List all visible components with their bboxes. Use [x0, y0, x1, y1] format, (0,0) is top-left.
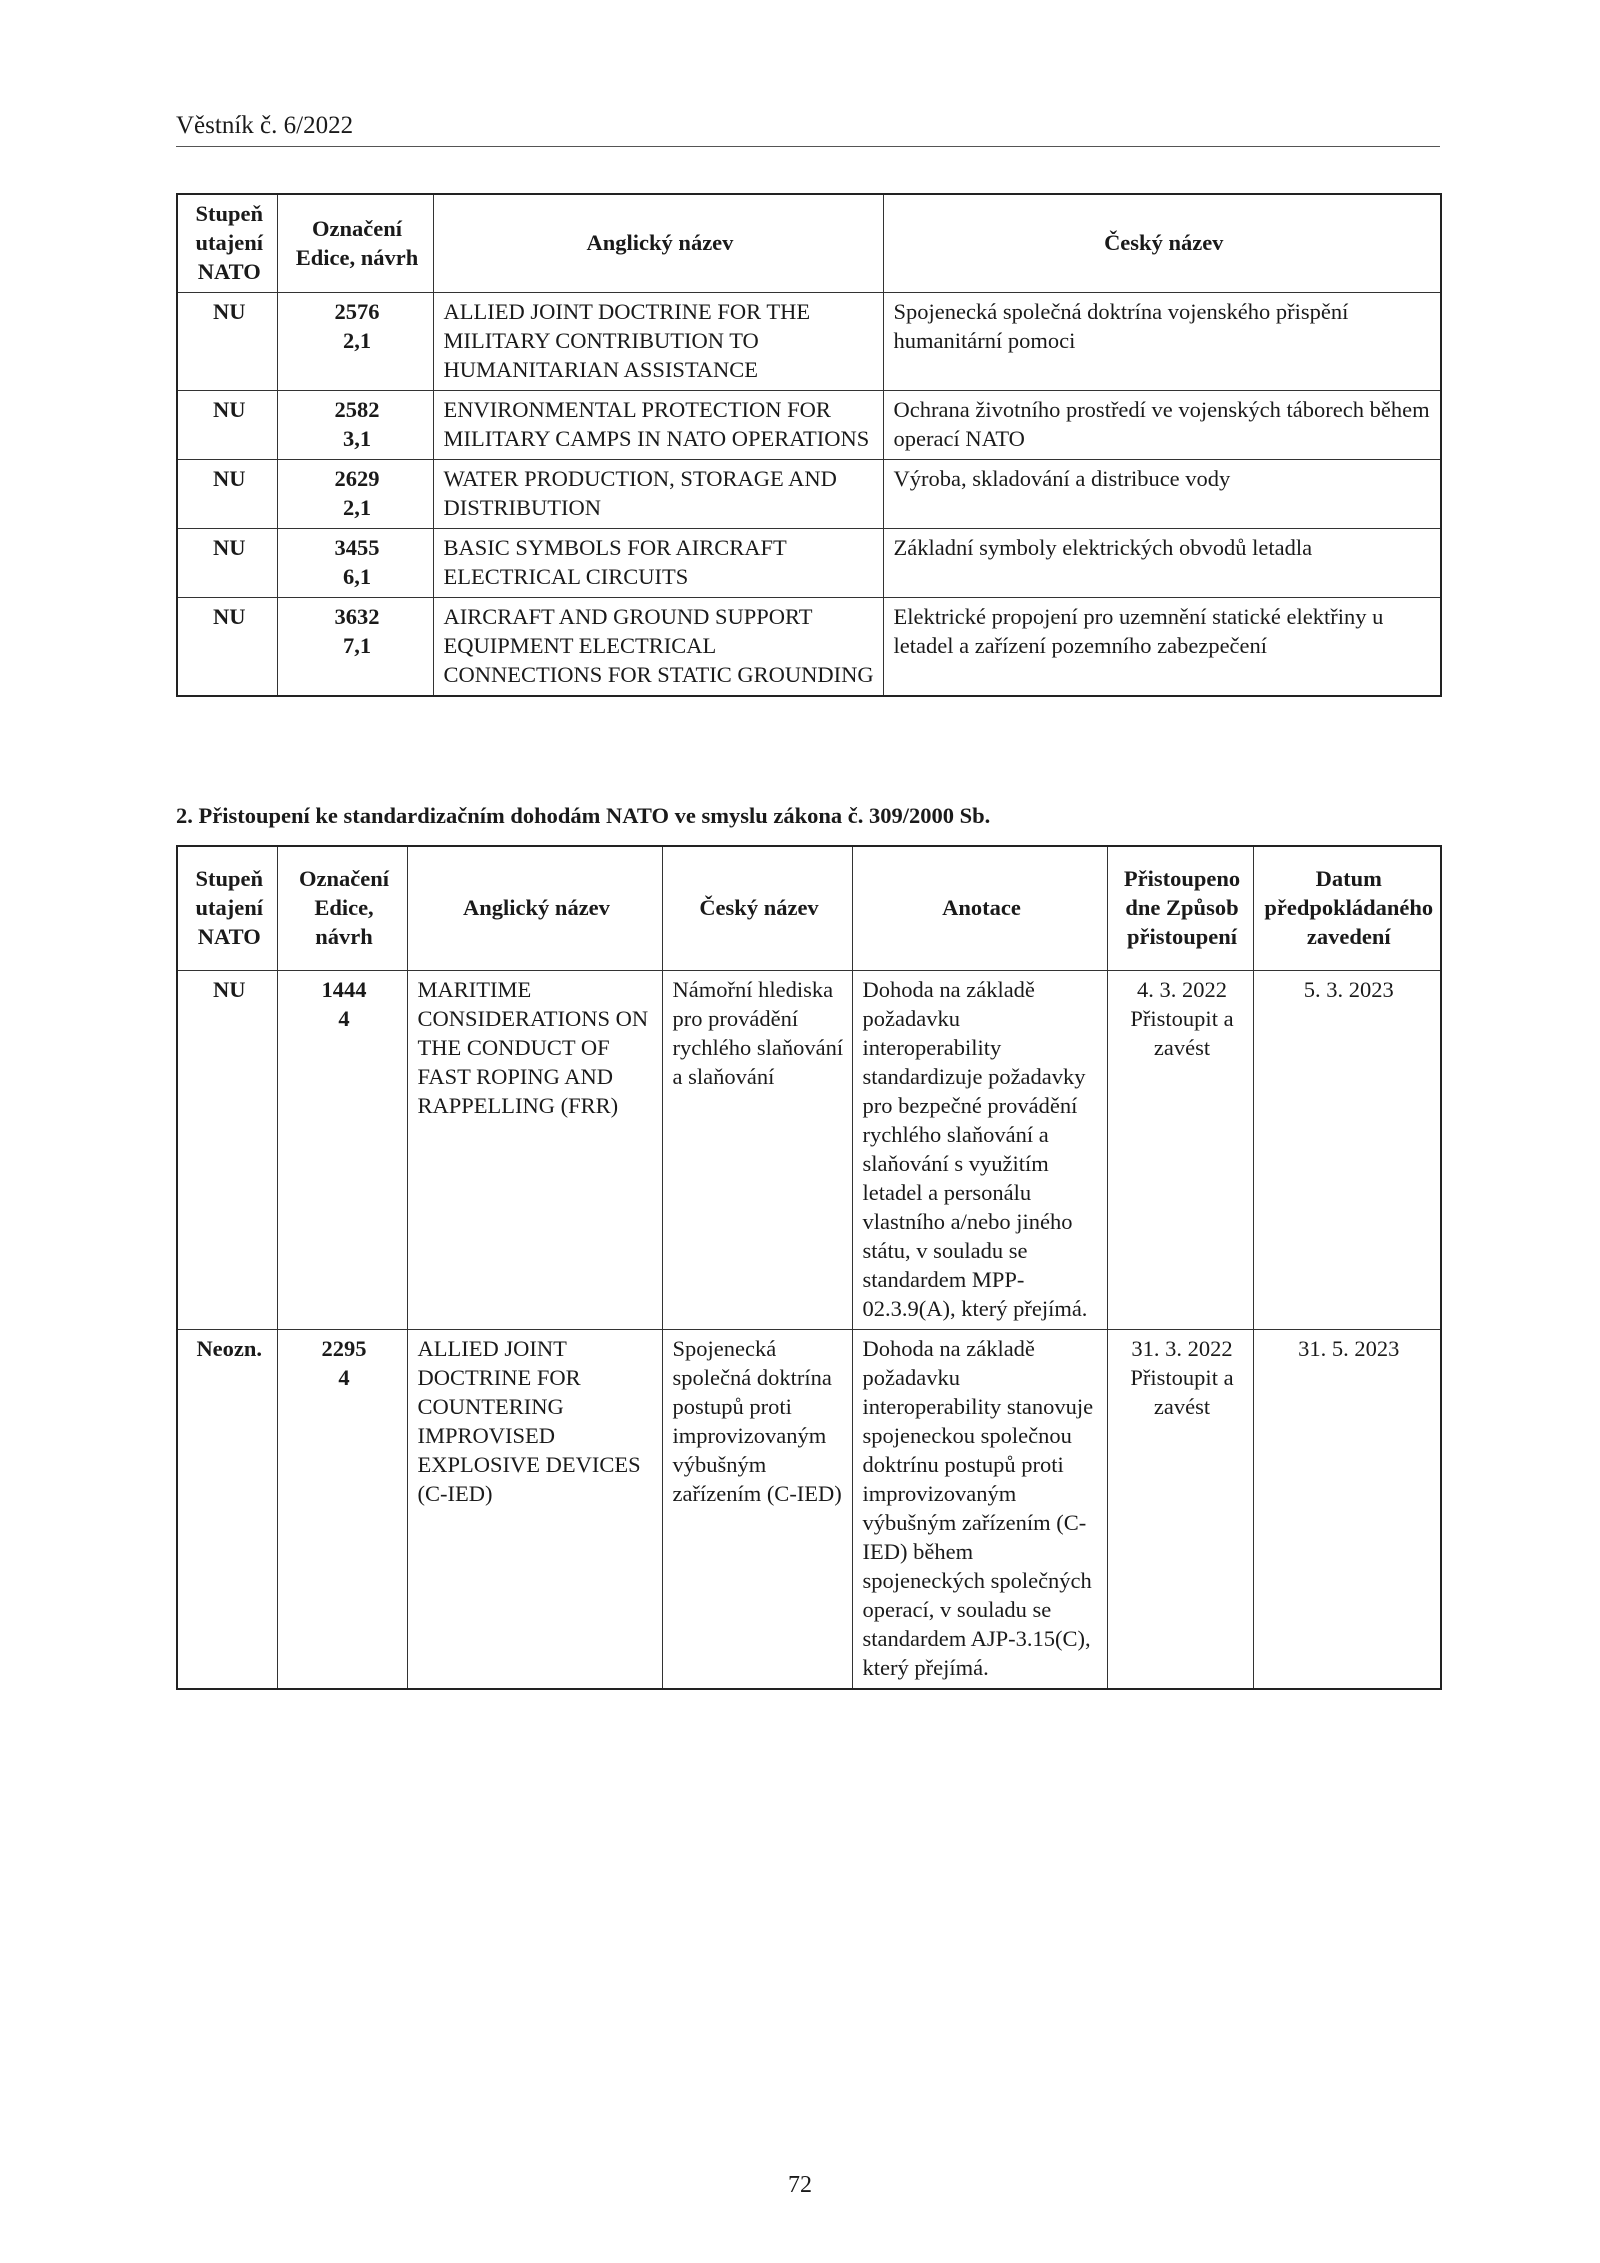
level-cell: Neozn.: [177, 1329, 277, 1689]
header-english: Anglický název: [433, 194, 883, 293]
table-row: [177, 598, 1441, 697]
accession-date: 31. 3. 2022: [1131, 1335, 1233, 1361]
czech-title-cell: Elektrické propojení pro uzemnění statické elektřiny u letadel a zařízení pozemního zabezpečení: [883, 598, 1441, 697]
header-number: Označení Edice, návrh: [277, 846, 407, 970]
number-cell: [277, 598, 433, 697]
standard-number: 2295: [321, 1335, 367, 1361]
table-header-row: [177, 194, 1441, 293]
table-row: [177, 970, 1441, 1329]
table-row: [177, 391, 1441, 460]
number-cell: [277, 970, 407, 1329]
accession-mode: Přistoupit a zavést: [1130, 1005, 1234, 1060]
accession-mode: Přistoupit a zavést: [1130, 1364, 1234, 1419]
annotation-cell: Dohoda na základě požadavku interoperability standardizuje požadavky pro bezpečné provádění rychlého slaňování a slaňování s využitím letadel a personálu vlastního a/nebo jiného státu, v souladu se standardem MPP-02.3.9(A), který přejímá.: [852, 970, 1107, 1329]
level-cell: NU: [177, 598, 277, 697]
standard-number: 3455: [334, 535, 380, 560]
implementation-date-cell: 31. 5. 2023: [1253, 1329, 1441, 1689]
english-title-cell: BASIC SYMBOLS FOR AIRCRAFT ELECTRICAL CIRCUITS: [433, 529, 883, 598]
edition: 6,1: [342, 564, 372, 589]
table-row: [177, 460, 1441, 529]
edition: 4: [338, 1005, 350, 1031]
level-cell: NU: [177, 391, 277, 460]
edition: 3,1: [342, 426, 372, 451]
page-header: Věstník č. 6/2022: [176, 112, 1440, 147]
header-czech: Český název: [662, 846, 852, 970]
standard-number: 3632: [334, 604, 380, 629]
level-cell: NU: [177, 293, 277, 391]
header-level: Stupeň utajení NATO: [177, 194, 277, 293]
standard-number: 2629: [334, 466, 380, 491]
standards-table-2: [176, 845, 1442, 1690]
standard-number: 2576: [334, 299, 380, 324]
czech-title-cell: Spojenecká společná doktrína vojenského přispění humanitární pomoci: [883, 293, 1441, 391]
number-cell: [277, 529, 433, 598]
number-cell: [277, 460, 433, 529]
section-title: 2. Přistoupení ke standardizačním dohodám NATO ve smyslu zákona č. 309/2000 Sb.: [176, 803, 991, 828]
czech-title-cell: Ochrana životního prostředí ve vojenských táborech během operací NATO: [883, 391, 1441, 460]
header-english: Anglický název: [407, 846, 662, 970]
accession-date: 4. 3. 2022: [1137, 976, 1227, 1002]
english-title-cell: ALLIED JOINT DOCTRINE FOR COUNTERING IMPROVISED EXPLOSIVE DEVICES (C-IED): [407, 1329, 662, 1689]
header-level: Stupeň utajení NATO: [177, 846, 277, 970]
implementation-date-cell: 5. 3. 2023: [1253, 970, 1441, 1329]
accession-cell: [1107, 970, 1253, 1329]
edition: 4: [338, 1364, 350, 1390]
english-title-cell: ALLIED JOINT DOCTRINE FOR THE MILITARY CONTRIBUTION TO HUMANITARIAN ASSISTANCE: [433, 293, 883, 391]
number-cell: [277, 293, 433, 391]
edition: 2,1: [342, 328, 372, 353]
standard-number: 1444: [321, 976, 367, 1002]
edition: 2,1: [342, 495, 372, 520]
number-cell: [277, 1329, 407, 1689]
header-number: Označení Edice, návrh: [277, 194, 433, 293]
english-title-cell: MARITIME CONSIDERATIONS ON THE CONDUCT OF FAST ROPING AND RAPPELLING (FRR): [407, 970, 662, 1329]
table-row: [177, 1329, 1441, 1689]
table-header-row: [177, 846, 1441, 970]
header-czech: Český název: [883, 194, 1441, 293]
header-implementation: Datum předpokládaného zavedení: [1253, 846, 1441, 970]
czech-title-cell: Výroba, skladování a distribuce vody: [883, 460, 1441, 529]
number-cell: [277, 391, 433, 460]
czech-title-cell: Námořní hlediska pro provádění rychlého slaňování a slaňování: [662, 970, 852, 1329]
english-title-cell: AIRCRAFT AND GROUND SUPPORT EQUIPMENT ELECTRICAL CONNECTIONS FOR STATIC GROUNDING: [433, 598, 883, 697]
standard-number: 2582: [334, 397, 380, 422]
annotation-cell: Dohoda na základě požadavku interoperability stanovuje spojeneckou společnou doktrínu postupů proti improvizovaným výbušným zařízením (C-IED) během spojeneckých společných operací, v souladu se standardem AJP-3.15(C), který přejímá.: [852, 1329, 1107, 1689]
header-annotation: Anotace: [852, 846, 1107, 970]
table-row: [177, 293, 1441, 391]
level-cell: NU: [177, 529, 277, 598]
czech-title-cell: Spojenecká společná doktrína postupů proti improvizovaným výbušným zařízením (C-IED): [662, 1329, 852, 1689]
level-cell: NU: [177, 460, 277, 529]
edition: 7,1: [342, 633, 372, 658]
english-title-cell: ENVIRONMENTAL PROTECTION FOR MILITARY CAMPS IN NATO OPERATIONS: [433, 391, 883, 460]
table-row: [177, 529, 1441, 598]
level-cell: NU: [177, 970, 277, 1329]
english-title-cell: WATER PRODUCTION, STORAGE AND DISTRIBUTION: [433, 460, 883, 529]
standards-table-1: [176, 193, 1442, 697]
page-number: 72: [788, 2172, 812, 2198]
header-accession: Přistoupeno dne Způsob přistoupení: [1107, 846, 1253, 970]
czech-title-cell: Základní symboly elektrických obvodů letadla: [883, 529, 1441, 598]
accession-cell: [1107, 1329, 1253, 1689]
